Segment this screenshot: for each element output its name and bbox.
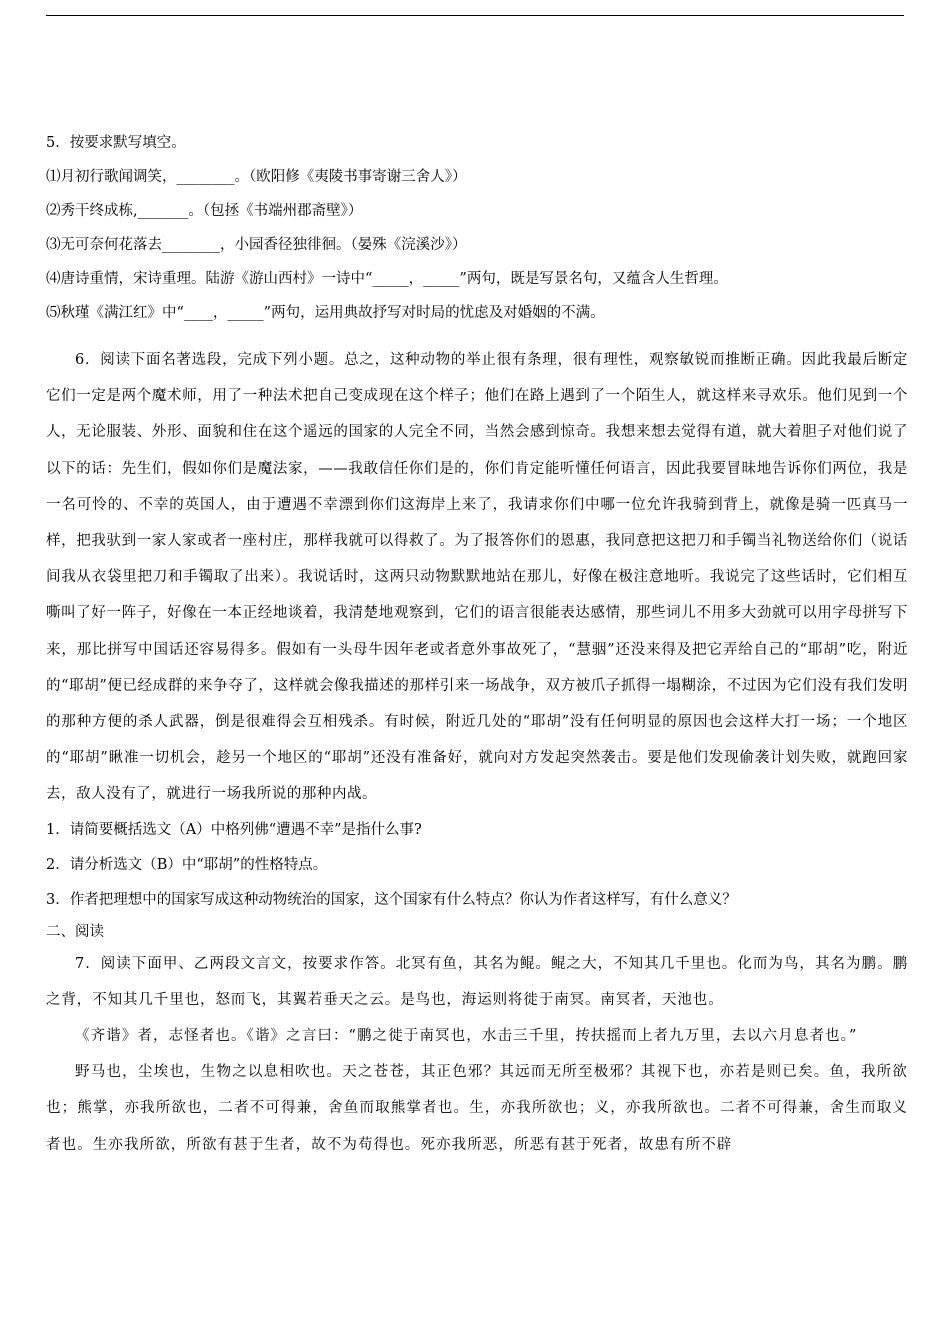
question-5-item-2: ⑵秀干终成栋,_______。（包拯《书端州郡斋壁》） xyxy=(46,203,363,219)
question-5-item-5: ⑸秋瑾《满江红》中“____，_____”两句，运用典故抒写对时局的忧虑及对婚姻的不满。 xyxy=(46,305,605,321)
question-7-intro: 7．阅读下面甲、乙两段文言文，按要求作答。北冥有鱼，其名为鲲。鲲之大，不知其几千里也。化而为鸟，其名为鹏。鹏之背，不知其几千里也，怒而飞，其翼若垂天之云。是鸟也，海运则将徙于南冥。南冥者，天池也。 xyxy=(46,955,908,1008)
question-5 xyxy=(46,126,908,330)
question-7-para-3: 野马也，尘埃也，生物之以息相吹也。天之苍苍，其正色邪？其远而无所至极邪？其视下也，亦若是则已矣。鱼，我所欲也；熊掌，亦我所欲也，二者不可得兼，舍鱼而取熊掌者也。生，亦我所欲也；义，亦我所欲也。二者不可得兼，舍生而取义者也。生亦我所欲，所欲有甚于生者，故不为苟得也。死亦我所恶，所恶有甚于死者，故患有所不辟 xyxy=(46,1064,908,1153)
question-7-para-2: 《齐谐》者，志怪者也。《谐》之言曰：“鹏之徙于南冥也，水击三千里，抟扶摇而上者九万里，去以六月息者也。” xyxy=(75,1028,858,1045)
question-6 xyxy=(46,342,908,918)
question-5-item-3: ⑶无可奈何花落去________，小园香径独徘徊。（晏殊《浣溪沙》） xyxy=(46,237,467,253)
section-heading: 二、阅读 xyxy=(46,923,104,940)
question-5-title: 5．按要求默写填空。 xyxy=(46,135,186,151)
question-5-item-4: ⑷唐诗重情，宋诗重理。陆游《游山西村》一诗中“_____，_____”两句，既是写景名句，又蕴含人生哲理。 xyxy=(46,271,728,287)
page-content xyxy=(46,126,908,1163)
question-5-item-1: ⑴月初行歌闻调笑，________。（欧阳修《夷陵书事寄谢三舍人》） xyxy=(46,169,467,185)
question-6-sub-1: 1．请简要概括选文（A）中格列佛“遭遇不幸”是指什么事? xyxy=(46,821,422,838)
question-6-sub-3: 3．作者把理想中的国家写成这种动物统治的国家，这个国家有什么特点？你认为作者这样写，有什么意义？ xyxy=(46,891,737,908)
question-6-sub-2: 2．请分析选文（B）中“耶胡”的性格特点。 xyxy=(46,856,328,873)
question-6-passage: 6．阅读下面名著选段，完成下列小题。总之，这种动物的举止很有条理，很有理性，观察敏锐而推断正确。因此我最后断定它们一定是两个魔术师，用了一种法术把自己变成现在这个样子；他们在路上遇到了一个陌生人，就这样来寻欢乐。他们见到一个人，无论服装、外形、面貌和住在这个遥远的国家的人完全不同，当然会感到惊奇。我想来想去觉得有道，就大着胆子对他们说了以下的话：先生们，假如你们是魔法家，——我敢信任你们是的，你们肯定能听懂任何语言，因此我要冒昧地告诉你们两位，我是一名可怜的、不幸的英国人，由于遭遇不幸漂到你们这海岸上来了，我请求你们中哪一位允许我骑到背上，就像是骑一匹真马一样，把我驮到一家人家或者一座村庄，那样我就可以得救了。为了报答你们的恩惠，我同意把这把刀和手镯当礼物送给你们（说话间我从衣袋里把刀和手镯取了出来）。我说话时，这两只动物默默地站在那儿，好像在极注意地听。我说完了这些话时，它们相互嘶叫了好一阵子，好像在一本正经地谈着，我清楚地观察到，它们的语言很能表达感情，那些词儿不用多大劲就可以用字母拼写下来，那比拼写中国话还容易得多。假如有一头母牛因年老或者意外事故死了，“慧骃”还没来得及把它弄给自己的“耶胡”吃，附近的“耶胡”便已经成群的来争夺了，这样就会像我描述的那样引来一场战争，双方被爪子抓得一塌糊涂，不过因为它们没有我们发明的那种方便的杀人武器，倒是很难得会互相残杀。有时候，附近几处的“耶胡”没有任何明显的原因也会这样大打一场；一个地区的“耶胡”瞅准一切机会，趁另一个地区的“耶胡”还没有准备好，就向对方发起突然袭击。要是他们发现偷袭计划失败，就跑回家去，敌人没有了，就进行一场我所说的那种内战。 xyxy=(46,352,908,803)
header-rule xyxy=(46,15,904,16)
section-reading xyxy=(46,918,908,1163)
